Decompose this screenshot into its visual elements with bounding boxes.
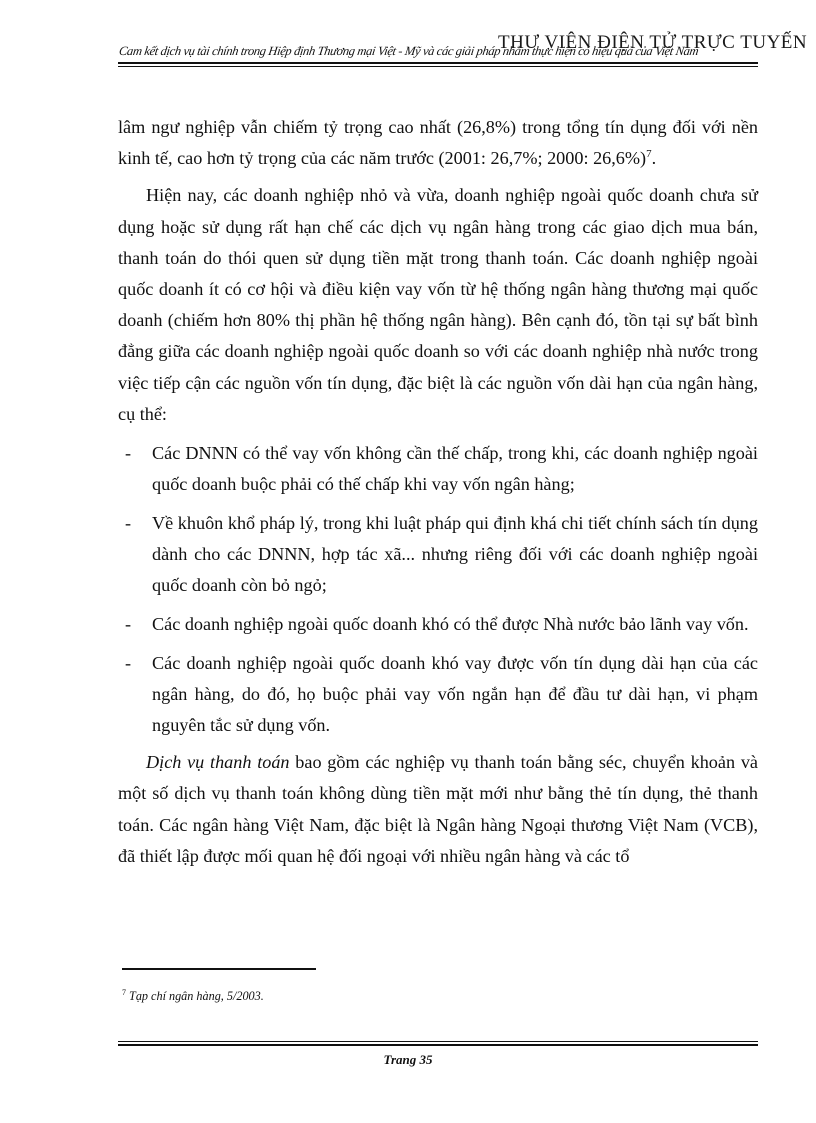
footnote-separator: [122, 968, 316, 970]
paragraph-2: Hiện nay, các doanh nghiệp nhỏ và vừa, doanh nghiệp ngoài quốc doanh chưa sử dụng hoặc sử dụng rất hạn chế các dịch vụ ngân hàng trong các giao dịch mua bán, thanh toán do thói quen sử dụng tiền mặt trong thanh toán. Các doanh nghiệp ngoài quốc doanh ít có cơ hội và điều kiện vay vốn từ hệ thống ngân hàng thương mại quốc doanh (chiếm hơn 80% thị phần hệ thống ngân hàng). Bên cạnh đó, tồn tại sự bất bình đẳng giữa các doanh nghiệp ngoài quốc doanh so với các doanh nghiệp nhà nước trong việc tiếp cận các nguồn vốn tín dụng, đặc biệt là các nguồn vốn dài hạn của ngân hàng, cụ thể:: [118, 185, 758, 424]
footer-rule-thin: [118, 1041, 758, 1042]
list-item: [118, 508, 758, 602]
header-rule-thick: [118, 62, 758, 64]
list-item-text: Các doanh nghiệp ngoài quốc doanh khó vay được vốn tín dụng dài hạn của các ngân hàng, do đó, họ buộc phải vay vốn ngắn hạn để đầu tư dài hạn, vi phạm nguyên tắc sử dụng vốn.: [152, 652, 758, 736]
footnote-number: 7: [122, 987, 126, 997]
footnote-text: Tạp chí ngân hàng, 5/2003.: [129, 989, 264, 1003]
bullet-dash: -: [125, 613, 132, 634]
list-item: [118, 648, 758, 742]
paragraph-1-text: lâm ngư nghiệp vẫn chiếm tỷ trọng cao nhất (26,8%) trong tổng tín dụng đối với nền kinh tế, cao hơn tỷ trọng của các năm trước (2001: 26,7%; 2000: 26,6%): [118, 117, 758, 169]
bullet-dash: -: [125, 442, 132, 463]
bullet-dash: -: [125, 652, 132, 673]
page-number: Trang 35: [383, 1052, 433, 1067]
bullet-dash: -: [125, 512, 132, 533]
list-item-text: Các DNNN có thể vay vốn không cần thế chấp, trong khi, các doanh nghiệp ngoài quốc doanh buộc phải có thế chấp khi vay vốn ngân hàng;: [152, 442, 758, 494]
footnote: [122, 989, 264, 1004]
list-item-text: Về khuôn khổ pháp lý, trong khi luật pháp qui định khá chi tiết chính sách tín dụng dành cho các DNNN, hợp tác xã... nhưng riêng đối với các doanh nghiệp ngoài quốc doanh còn bỏ ngỏ;: [152, 512, 758, 596]
watermark-text: THƯ VIỆN ĐIỆN TỬ TRỰC TUYẾN: [498, 32, 808, 53]
paragraph-1-end: .: [651, 148, 657, 169]
header-rule-thin: [118, 66, 758, 67]
footer-rule-thick: [118, 1044, 758, 1046]
paragraph-3: [118, 747, 758, 872]
footnote-ref[interactable]: 7: [646, 148, 652, 161]
page-body: [118, 112, 758, 872]
paragraph-1: [118, 112, 758, 174]
paragraph-3-text: bao gồm các nghiệp vụ thanh toán bằng séc, chuyển khoản và một số dịch vụ thanh toán không dùng tiền mặt mới như bằng thẻ tín dụng, thẻ thanh toán. Các ngân hàng Việt Nam, đặc biệt là Ngân hàng Ngoại thương Việt Nam (VCB), đã thiết lập được mối quan hệ đối ngoại với nhiều ngân hàng và các tổ: [118, 752, 758, 866]
running-header-title: Cam kết dịch vụ tài chính trong Hiệp định Thương mại Việt - Mỹ và các giải pháp nhằm thực hiện có hiệu quả của Việt Nam: [118, 44, 700, 58]
list-item: [118, 609, 758, 640]
paragraph-3-lead: Dịch vụ thanh toán: [146, 752, 290, 773]
list-item: [118, 438, 758, 500]
list-item-text: Các doanh nghiệp ngoài quốc doanh khó có thể được Nhà nước bảo lãnh vay vốn.: [152, 613, 749, 634]
